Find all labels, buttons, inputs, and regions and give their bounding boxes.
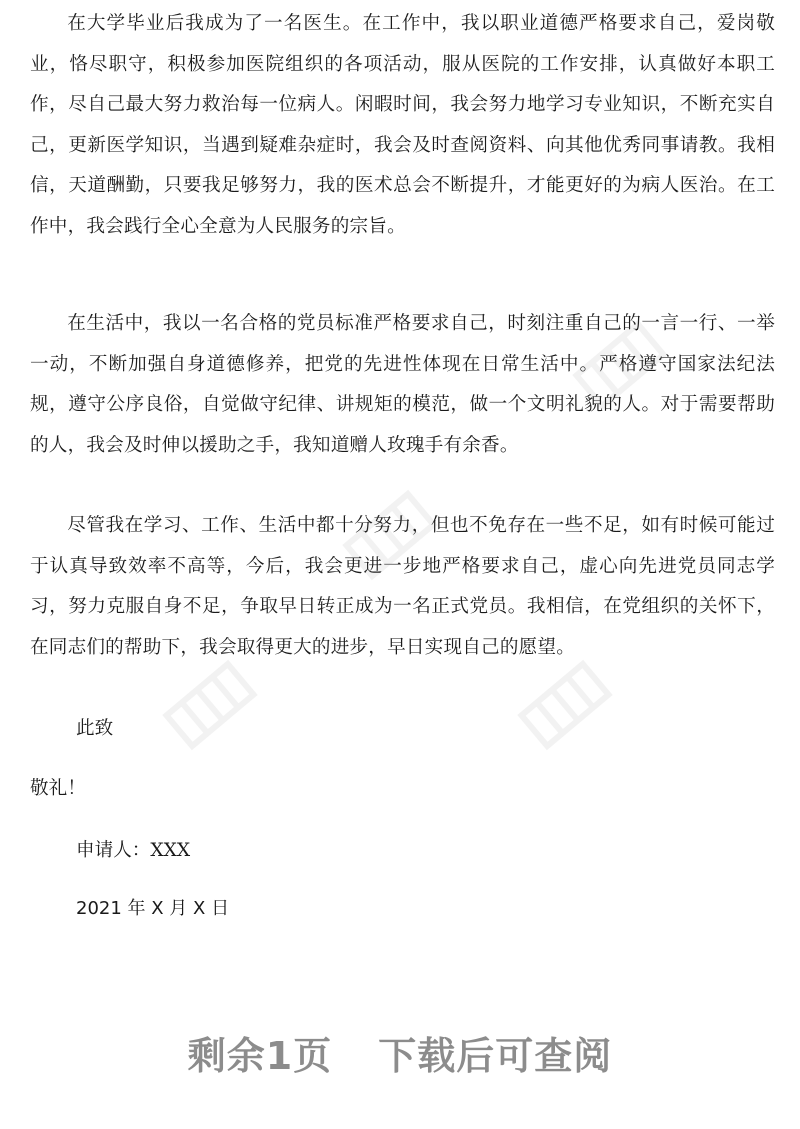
closing-text: 此致 — [76, 718, 114, 739]
date-line: 2021 年 X 月 X 日 — [76, 898, 230, 919]
download-prompt-banner[interactable] — [0, 1022, 800, 1082]
salutation-text: 敬礼！ — [30, 778, 86, 799]
remaining-pages-text: 剩余1页 — [187, 1033, 333, 1078]
paragraph-life: 在生活中，我以一名合格的党员标准严格要求自己，时刻注重自己的一言一行、一举一动，不断加强自身道德修养，把党的先进性体现在日常生活中。严格遵守国家法纪法规，遵守公序良俗，自觉做守纪律、讲规矩的模范，做一个文明礼貌的人。对于需要帮助的人，我会及时伸以援助之手，我知道赠人玫瑰手有余香。 — [30, 313, 775, 456]
download-hint-text[interactable]: 下载后可查阅 — [378, 1033, 613, 1078]
applicant-line: 申请人：XXX — [76, 840, 191, 861]
paragraph-work: 在大学毕业后我成为了一名医生。在工作中，我以职业道德严格要求自己，爱岗敬业，恪尽职守，积极参加医院组织的各项活动，服从医院的工作安排，认真做好本职工作，尽自己最大努力救治每一位病人。闲暇时间，我会努力地学习专业知识，不断充实自己，更新医学知识，当遇到疑难杂症时，我会及时查阅资料、向其他优秀同事请教。我相信，天道酬勤，只要我足够努力，我的医术总会不断提升，才能更好的为病人医治。在工作中，我会践行全心全意为人民服务的宗旨。 — [30, 13, 775, 237]
paragraph-shortcomings: 尽管我在学习、工作、生活中都十分努力，但也不免存在一些不足，如有时候可能过于认真导致效率不高等，今后，我会更进一步地严格要求自己，虚心向先进党员同志学习，努力克服自身不足，争取早日转正成为一名正式党员。我相信，在党组织的关怀下，在同志们的帮助下，我会取得更大的进步，早日实现自己的愿望。 — [30, 515, 775, 658]
